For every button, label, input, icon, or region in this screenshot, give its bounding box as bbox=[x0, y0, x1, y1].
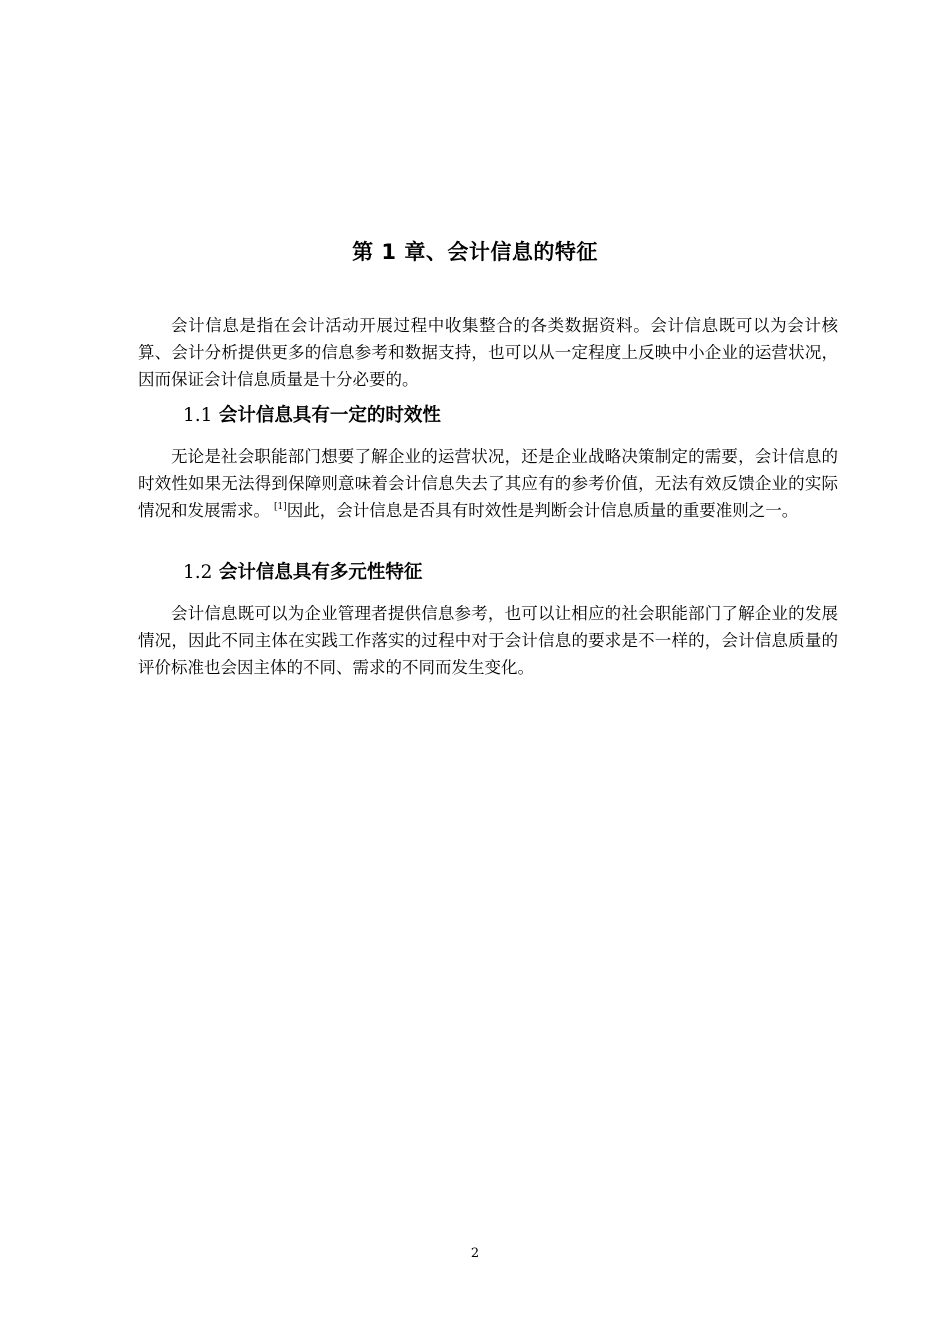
page-number: 2 bbox=[470, 1246, 480, 1261]
section-1-1-paragraph bbox=[138, 443, 838, 524]
section-number: 1.1 bbox=[183, 405, 213, 426]
section-1-1-text-b: 因此，会计信息是否具有时效性是判断会计信息质量的重要准则之一。 bbox=[286, 501, 799, 520]
chapter-title: 第 1 章、会计信息的特征 bbox=[352, 240, 598, 265]
section-heading-1-1 bbox=[183, 401, 441, 431]
section-heading-1-2 bbox=[183, 558, 422, 588]
citation-reference: [1] bbox=[274, 502, 287, 512]
section-title: 会计信息具有一定的时效性 bbox=[218, 405, 441, 426]
section-1-1-text-a: 无论是社会职能部门想要了解企业的运营状况，还是企业战略决策制定的需要，会计信息的时效性如果无法得到保障则意味着会计信息失去了其应有的参考价值，无法有效反馈企业的实际情况和发展需求。 bbox=[138, 447, 838, 520]
section-number: 1.2 bbox=[183, 562, 213, 583]
section-1-2-paragraph: 会计信息既可以为企业管理者提供信息参考，也可以让相应的社会职能部门了解企业的发展情况，因此不同主体在实践工作落实的过程中对于会计信息的要求是不一样的，会计信息质量的评价标准也会因主体的不同、需求的不同而发生变化。 bbox=[138, 604, 838, 677]
chapter-intro-paragraph: 会计信息是指在会计活动开展过程中收集整合的各类数据资料。会计信息既可以为会计核算、会计分析提供更多的信息参考和数据支持，也可以从一定程度上反映中小企业的运营状况，因而保证会计信息质量是十分必要的。 bbox=[138, 316, 838, 389]
section-title: 会计信息具有多元性特征 bbox=[218, 562, 423, 583]
